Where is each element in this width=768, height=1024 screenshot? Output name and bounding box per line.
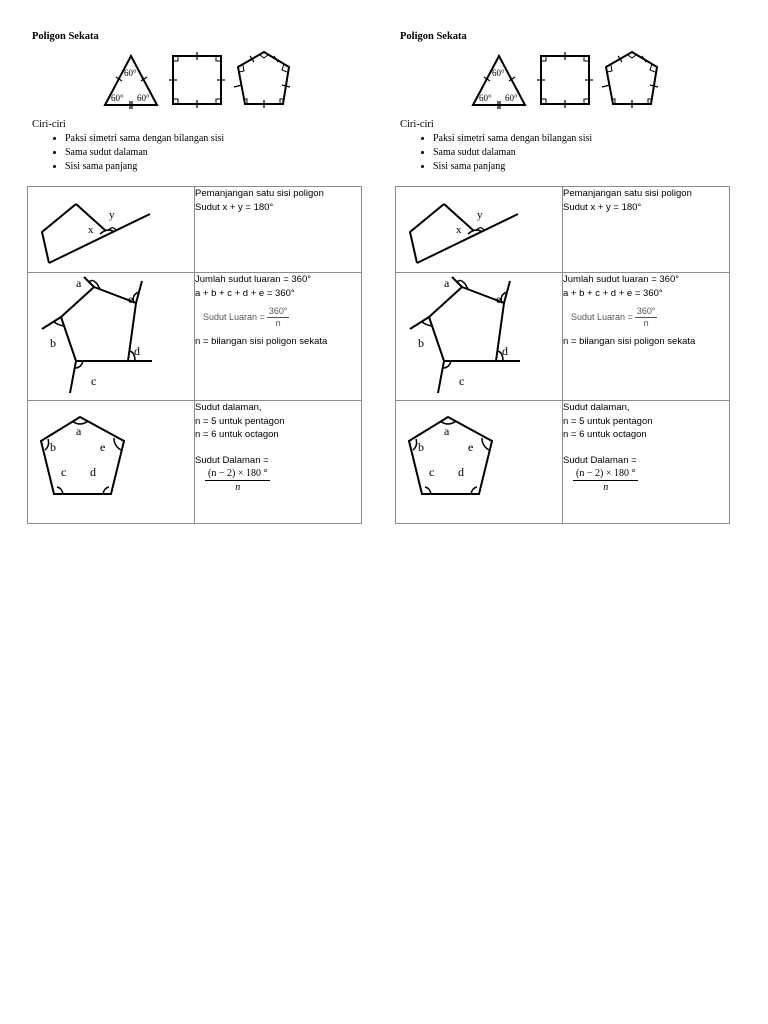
text-line: a + b + c + d + e = 360°: [195, 287, 295, 299]
angle-label-y: y: [109, 209, 115, 221]
text-line: Sudut dalaman,: [563, 402, 630, 413]
exterior-angles-text-cell: [195, 273, 362, 401]
text-line: Pemanjangan satu sisi poligon: [195, 188, 324, 199]
table-row: [396, 401, 730, 524]
interior-angles-figure-cell: [396, 401, 563, 524]
square: [541, 56, 589, 104]
angle-label-x: x: [88, 224, 94, 236]
formula-denominator: n: [603, 482, 609, 493]
text-line: Sudut x + y = 180°: [195, 201, 274, 213]
exterior-angle-formula: [571, 306, 729, 329]
feature-item: • Sama sudut dalaman: [65, 146, 224, 160]
triangle-angle-right: 60°: [505, 93, 518, 103]
formula-denominator: n: [235, 482, 241, 493]
formula-numerator: (n − 2) × 180 °: [573, 468, 638, 481]
interior-angles-figure: [396, 401, 562, 518]
features-title: Ciri-ciri: [400, 119, 434, 130]
formula-fraction: [635, 306, 658, 329]
text-line: Sudut Dalaman =: [563, 454, 637, 466]
text-line: Jumlah sudut luaran = 360°: [563, 274, 680, 285]
formula-label: Sudut Luaran =: [571, 311, 633, 322]
exterior-angle-label-b: b: [50, 336, 56, 350]
extended-side-figure-cell: [396, 187, 563, 273]
extended-side-figure-cell: [28, 187, 195, 273]
text-line: Sudut Dalaman =: [195, 454, 269, 466]
interior-angle-label-e: e: [100, 440, 106, 454]
formula-numerator: 360°: [268, 306, 288, 316]
interior-angle-formula: [573, 468, 638, 494]
text-line: Sudut x + y = 180°: [563, 201, 642, 213]
table-row: [396, 273, 730, 401]
formula-denominator: n: [643, 318, 649, 328]
exterior-angle-label-d: d: [502, 344, 508, 358]
exterior-angle-label-e: e: [128, 292, 134, 306]
interior-angles-figure: [28, 401, 194, 518]
exterior-angles-figure-cell: [396, 273, 563, 401]
text-line: Sudut dalaman,: [195, 402, 262, 413]
interior-angle-label-c: c: [61, 465, 67, 479]
interior-angle-label-d: d: [90, 465, 96, 479]
sheet-title: Poligon Sekata: [400, 31, 467, 42]
triangle-angle-right: 60°: [137, 93, 150, 103]
triangle-angle-top: 60°: [492, 68, 505, 78]
interior-angle-label-c: c: [429, 465, 435, 479]
angle-label-x: x: [456, 224, 462, 236]
triangle-angle-left: 60°: [479, 93, 492, 103]
square: [173, 56, 221, 104]
features-list: [416, 132, 592, 174]
table-row: [396, 187, 730, 273]
extended-side-figure: [28, 187, 194, 267]
regular-polygons-figure: [101, 46, 301, 114]
formula-numerator: (n − 2) × 180 °: [205, 468, 270, 481]
exterior-angles-figure-cell: [28, 273, 195, 401]
interior-angles-figure-cell: [28, 401, 195, 524]
feature-item: • Sisi sama panjang: [433, 160, 592, 174]
exterior-angle-label-c: c: [459, 374, 465, 388]
formula-fraction: [267, 306, 290, 329]
features-list: [48, 132, 224, 174]
text-line: n = bilangan sisi poligon sekata: [195, 336, 328, 347]
pentagon: [238, 52, 289, 104]
text-line: n = 6 untuk octagon: [563, 429, 647, 440]
table-row: [28, 401, 362, 524]
interior-angles-text-cell: [195, 401, 362, 524]
interior-angle-label-a: a: [76, 424, 82, 438]
interior-angle-label-b: b: [418, 440, 424, 454]
exterior-angles-text-cell: [563, 273, 730, 401]
interior-angle-label-a: a: [444, 424, 450, 438]
text-line: n = bilangan sisi poligon sekata: [563, 336, 696, 347]
table-row: [28, 187, 362, 273]
text-line: n = 5 untuk pentagon: [563, 415, 653, 427]
interior-angle-label-b: b: [50, 440, 56, 454]
sheet-right: [395, 0, 731, 520]
exterior-angle-formula: [203, 306, 361, 329]
features-title: Ciri-ciri: [32, 119, 66, 130]
angle-rules-table: [395, 186, 730, 524]
extended-side-figure: [396, 187, 562, 267]
exterior-angles-figure: [396, 273, 562, 395]
interior-angle-formula: [205, 468, 270, 494]
table-row: [28, 273, 362, 401]
exterior-angle-label-b: b: [418, 336, 424, 350]
triangle-angle-left: 60°: [111, 93, 124, 103]
text-line: Pemanjangan satu sisi poligon: [563, 188, 692, 199]
feature-item: • Sama sudut dalaman: [433, 146, 592, 160]
extended-side-text-cell: [563, 187, 730, 273]
angle-rules-table: [27, 186, 362, 524]
formula-denominator: n: [275, 318, 281, 328]
feature-item: • Paksi simetri sama dengan bilangan sisi: [65, 132, 224, 146]
exterior-angle-label-c: c: [91, 374, 97, 388]
exterior-angle-label-d: d: [134, 344, 140, 358]
regular-polygons-figure: [469, 46, 669, 114]
feature-item: • Sisi sama panjang: [65, 160, 224, 174]
interior-angles-text-cell: [563, 401, 730, 524]
interior-angle-label-d: d: [458, 465, 464, 479]
pentagon: [606, 52, 657, 104]
text-line: Jumlah sudut luaran = 360°: [195, 274, 312, 285]
exterior-angle-label-a: a: [76, 276, 82, 290]
extended-side-text-cell: [195, 187, 362, 273]
exterior-angle-label-a: a: [444, 276, 450, 290]
formula-numerator: 360°: [636, 306, 656, 316]
sheet-left: [27, 0, 363, 520]
text-line: a + b + c + d + e = 360°: [563, 287, 663, 299]
exterior-angles-figure: [28, 273, 194, 395]
triangle-angle-top: 60°: [124, 68, 137, 78]
text-line: n = 5 untuk pentagon: [195, 415, 285, 427]
text-line: n = 6 untuk octagon: [195, 429, 279, 440]
sheet-title: Poligon Sekata: [32, 31, 99, 42]
feature-item: • Paksi simetri sama dengan bilangan sisi: [433, 132, 592, 146]
exterior-angle-label-e: e: [496, 292, 502, 306]
interior-angle-label-e: e: [468, 440, 474, 454]
formula-label: Sudut Luaran =: [203, 311, 265, 322]
angle-label-y: y: [477, 209, 483, 221]
